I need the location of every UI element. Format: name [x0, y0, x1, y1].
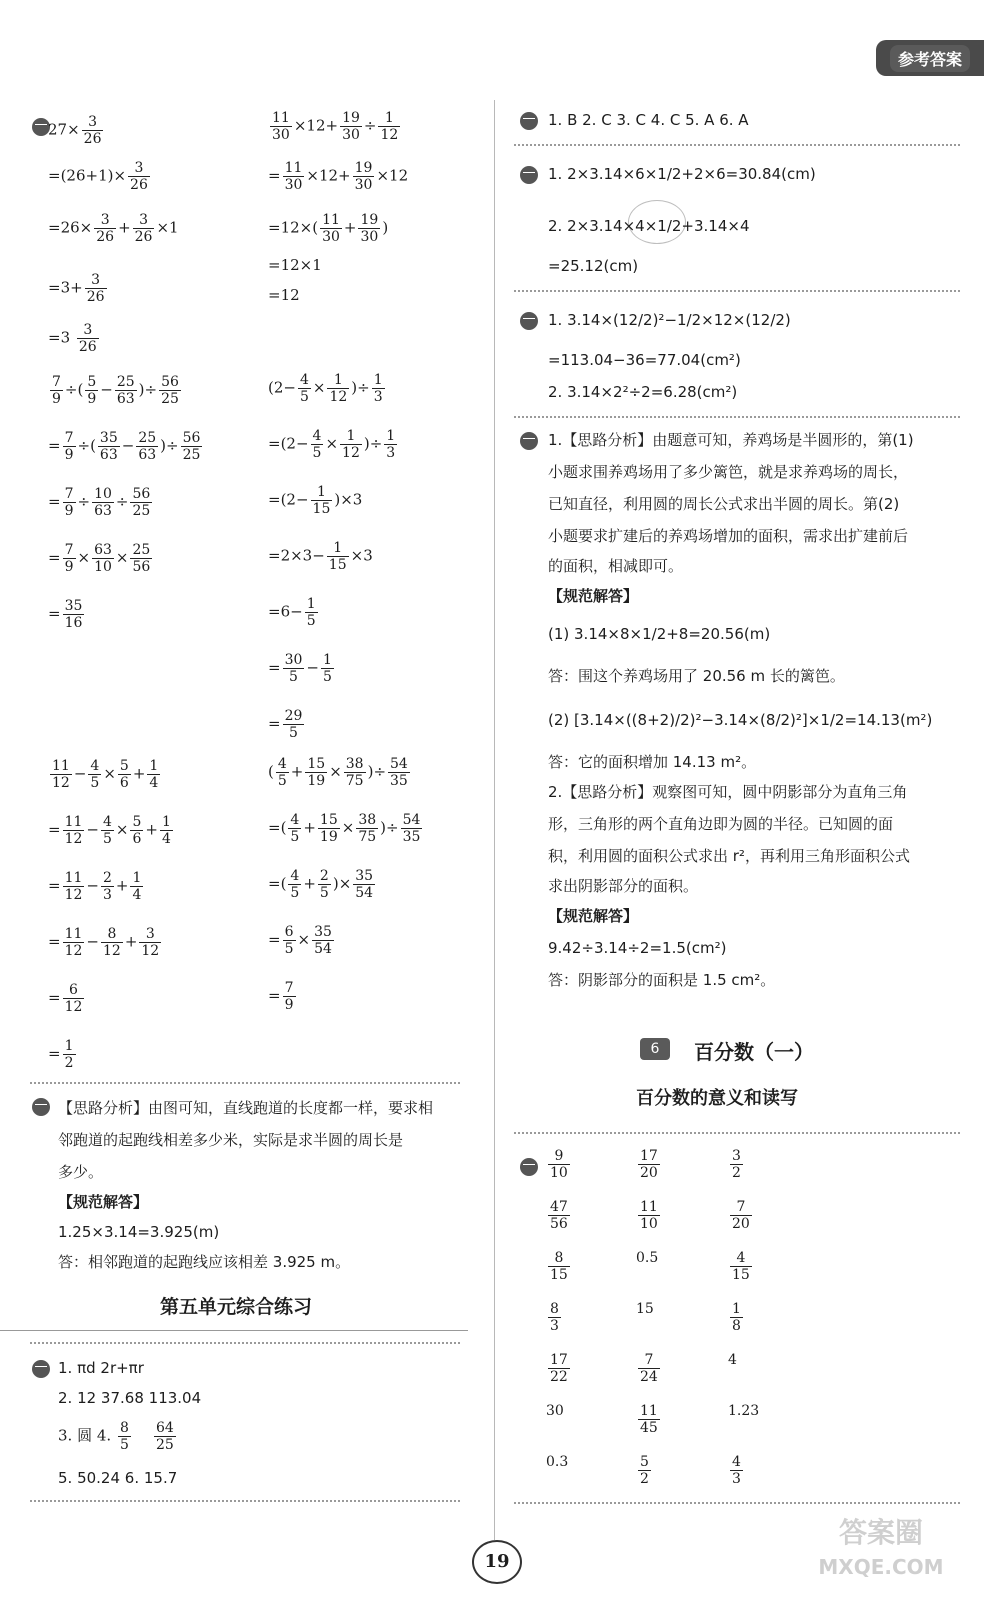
- calc4-line: = $\frac{11}{12}$ − $\frac{4}{5}$ × $\frac{5}{6}$ + $\frac{1}{4}$: [48, 814, 171, 847]
- sec3-line2: 邻跑道的起跑线相差多少米，实际是求半圆的周长是: [58, 1131, 404, 1149]
- r5-line2: 小题求围养鸡场用了多少篱笆，就是求养鸡场的周长，: [548, 463, 909, 481]
- grid-cell: 4: [728, 1352, 737, 1368]
- calc1-right-line: =12×( $\frac{11}{30}$ + $\frac{19}{30}$ ): [268, 212, 389, 245]
- calc1-right-line: $\frac{11}{30}$ ×12+ $\frac{19}{30}$ ÷ $\frac{1}{12}$: [272, 110, 399, 143]
- r4-line1: 1. 3.14×(12/2)²−1/2×12×(12/2): [548, 311, 791, 329]
- grid-cell: $\frac{47}{56}$: [550, 1199, 568, 1232]
- calc3-line: =2×3− $\frac{1}{15}$ ×3: [268, 540, 373, 573]
- r2-line1: 1. 2×3.14×6×1/2+2×6=30.84(cm): [548, 165, 816, 183]
- r5-line3: 已知直径，利用圆的周长公式求出半圆的周长。第(2): [548, 495, 900, 513]
- dotted-divider: [514, 416, 960, 418]
- calc2-line: $\frac{7}{9}$ ÷( $\frac{5}{9}$ − $\frac{25}{63}$ )÷ $\frac{56}{25}$: [52, 374, 179, 407]
- grid-cell: $\frac{1}{8}$: [732, 1301, 741, 1334]
- r5-p2-line1: 2.【思路分析】观察图可知，圆中阴影部分为直角三角: [548, 783, 908, 801]
- r5-label2: 【规范解答】: [548, 907, 639, 925]
- calc1-left-line: =3+ $\frac{3}{26}$: [48, 272, 105, 305]
- grid-cell: $\frac{4}{3}$: [732, 1454, 741, 1487]
- grid-cell: 15: [636, 1301, 654, 1317]
- calc5-line: ( $\frac{4}{5}$ + $\frac{15}{19}$ × $\frac{38}{75}$ )÷ $\frac{54}{35}$: [268, 756, 408, 789]
- calc4-line: = $\frac{11}{12}$ − $\frac{8}{12}$ + $\frac{3}{12}$: [48, 926, 160, 959]
- grid-cell: $\frac{9}{10}$: [550, 1148, 568, 1181]
- unit5-title: 第五单元综合练习: [160, 1296, 313, 1318]
- grid-cell: $\frac{8}{15}$: [550, 1250, 568, 1283]
- unit6-number: 6: [640, 1038, 670, 1060]
- calc1-left-line: =(26+1)× $\frac{3}{26}$: [48, 160, 148, 193]
- r5-line5: 的面积，相减即可。: [548, 557, 684, 575]
- calc1-right-line: =12: [268, 286, 300, 304]
- sec3-answer: 答：相邻跑道的起跑线应该相差 3.925 m。: [58, 1253, 351, 1271]
- r5-calc2: (2) [3.14×((8+2)/2)²−3.14×(8/2)²]×1/2=14.13(m²): [548, 711, 933, 729]
- r5-label: 【规范解答】: [548, 587, 639, 605]
- grid-cell: $\frac{17}{22}$: [550, 1352, 568, 1385]
- section-two-badge-right: [520, 166, 538, 184]
- page-number: 19: [472, 1540, 522, 1584]
- section-five-badge: [520, 432, 538, 450]
- calc2-line: = $\frac{7}{9}$ ÷ $\frac{10}{63}$ ÷ $\frac{56}{25}$: [48, 486, 151, 519]
- unit6-subtitle: 百分数的意义和读写: [636, 1088, 798, 1109]
- calc3-line: =6− $\frac{1}{5}$: [268, 596, 316, 629]
- section-one-badge-unit6: [520, 1158, 538, 1176]
- sec3-calc: 1.25×3.14=3.925(m): [58, 1223, 220, 1241]
- r2-line3: =25.12(cm): [548, 257, 639, 275]
- calc4-line: = $\frac{11}{12}$ − $\frac{2}{3}$ + $\frac{1}{4}$: [48, 870, 142, 903]
- grid-cell: $\frac{17}{20}$: [640, 1148, 658, 1181]
- dotted-divider: [514, 1502, 960, 1504]
- calc3-line: (2− $\frac{4}{5}$ × $\frac{1}{12}$ )÷ $\frac{1}{3}$: [268, 372, 383, 405]
- calc3-line: =(2− $\frac{4}{5}$ × $\frac{1}{12}$ )÷ $\frac{1}{3}$: [268, 428, 396, 461]
- calc3-line: =(2− $\frac{1}{15}$ )×3: [268, 484, 363, 517]
- calc2-line: = $\frac{35}{16}$: [48, 598, 83, 631]
- sec3-label: 【规范解答】: [58, 1193, 149, 1211]
- grid-cell: $\frac{5}{2}$: [640, 1454, 649, 1487]
- dotted-divider: [514, 144, 960, 146]
- u5-line4: 5. 50.24 6. 15.7: [58, 1469, 178, 1487]
- grid-cell: $\frac{7}{20}$: [732, 1199, 750, 1232]
- u5-line1: 1. πd 2r+πr: [58, 1359, 144, 1377]
- r5-line1: 1.【思路分析】由题意可知，养鸡场是半圆形的，第(1): [548, 431, 914, 449]
- r5-p2-line4: 求出阴影部分的面积。: [548, 877, 699, 895]
- section-four-badge: [520, 312, 538, 330]
- calc5-line: =( $\frac{4}{5}$ + $\frac{15}{19}$ × $\frac{38}{75}$ )÷ $\frac{54}{35}$: [268, 812, 421, 845]
- u5-line2: 2. 12 37.68 113.04: [58, 1389, 202, 1407]
- sec3-line1: 【思路分析】由图可知，直线跑道的长度都一样，要求相: [58, 1099, 434, 1117]
- grid-cell: $\frac{4}{15}$: [732, 1250, 750, 1283]
- calc4-line: $\frac{11}{12}$ − $\frac{4}{5}$ × $\frac{5}{6}$ + $\frac{1}{4}$: [52, 758, 159, 791]
- grid-cell: 0.3: [546, 1454, 569, 1470]
- sec3-line3: 多少。: [58, 1163, 104, 1181]
- answer-key-tab: 参考答案: [876, 40, 984, 76]
- calc1-right-line: =12×1: [268, 256, 322, 274]
- grid-cell: 0.5: [636, 1250, 659, 1266]
- r5-p2-line3: 积，利用圆的面积公式求出 r²，再利用三角形面积公式: [548, 847, 910, 865]
- site-watermark: 答案圈 MXQE.COM: [818, 1516, 944, 1579]
- dotted-divider: [30, 1500, 460, 1502]
- r5-answer3: 答：阴影部分的面积是 1.5 cm²。: [548, 971, 776, 989]
- calc3-line: = $\frac{30}{5}$ − $\frac{1}{5}$: [268, 652, 332, 685]
- r5-answer1: 答：围这个养鸡场用了 20.56 m 长的篱笆。: [548, 667, 845, 685]
- r5-calc3: 9.42÷3.14÷2=1.5(cm²): [548, 939, 727, 957]
- solid-divider: [0, 1330, 468, 1331]
- grid-cell: $\frac{11}{45}$: [640, 1403, 658, 1436]
- calc5-line: = $\frac{7}{9}$: [268, 980, 294, 1013]
- r5-line4: 小题要求扩建后的养鸡场增加的面积，需求出扩建前后: [548, 527, 909, 545]
- grid-cell: $\frac{11}{10}$: [640, 1199, 658, 1232]
- grid-cell: 1.23: [728, 1403, 760, 1419]
- grid-cell: $\frac{7}{24}$: [640, 1352, 658, 1385]
- calc1-right-line: = $\frac{11}{30}$ ×12+ $\frac{19}{30}$ ×12: [268, 160, 409, 193]
- r2-line2: 2. 2×3.14×4×1/2+3.14×4: [548, 217, 750, 235]
- calc4-line: = $\frac{1}{2}$: [48, 1038, 74, 1071]
- u5-line3: 3. 圆 4. $\frac{8}{5}$ $\frac{64}{25}$: [58, 1420, 174, 1453]
- section-three-badge: [32, 1098, 50, 1116]
- calc1-left-line: =26× $\frac{3}{26}$ + $\frac{3}{26}$ ×1: [48, 212, 179, 245]
- calc5-line: =( $\frac{4}{5}$ + $\frac{2}{5}$ )× $\frac{35}{54}$: [268, 868, 374, 901]
- r4-line2: =113.04−36=77.04(cm²): [548, 351, 741, 369]
- dotted-divider: [30, 1082, 460, 1084]
- r5-p2-line2: 形，三角形的两个直角边即为圆的半径。已知圆的面: [548, 815, 894, 833]
- grid-cell: $\frac{3}{2}$: [732, 1148, 741, 1181]
- calc2-line: = $\frac{7}{9}$ ÷( $\frac{35}{63}$ − $\frac{25}{63}$ )÷ $\frac{56}{25}$: [48, 430, 201, 463]
- grid-cell: 30: [546, 1403, 564, 1419]
- choice-answers: 1. B 2. C 3. C 4. C 5. A 6. A: [548, 111, 749, 129]
- calc4-line: = $\frac{6}{12}$: [48, 982, 83, 1015]
- column-divider: [494, 100, 495, 1540]
- calc5-line: = $\frac{6}{5}$ × $\frac{35}{54}$: [268, 924, 332, 957]
- section-one-badge-right: [520, 112, 538, 130]
- calc3-line: = $\frac{29}{5}$: [268, 708, 303, 741]
- dotted-divider: [514, 290, 960, 292]
- calc1-left-line: 27× $\frac{3}{26}$: [48, 114, 102, 147]
- unit6-title: 百分数（一）: [694, 1040, 814, 1064]
- calc2-line: = $\frac{7}{9}$ × $\frac{63}{10}$ × $\frac{25}{56}$: [48, 542, 151, 575]
- dotted-divider: [30, 1342, 460, 1344]
- r5-answer2: 答：它的面积增加 14.13 m²。: [548, 753, 757, 771]
- grid-cell: $\frac{8}{3}$: [550, 1301, 559, 1334]
- r5-calc1: (1) 3.14×8×1/2+8=20.56(m): [548, 625, 771, 643]
- r4-line3: 2. 3.14×2²÷2=6.28(cm²): [548, 383, 738, 401]
- calc1-left-line: =3 $\frac{3}{26}$: [48, 322, 97, 355]
- section-one-badge: [32, 1360, 50, 1378]
- dotted-divider: [514, 1132, 960, 1134]
